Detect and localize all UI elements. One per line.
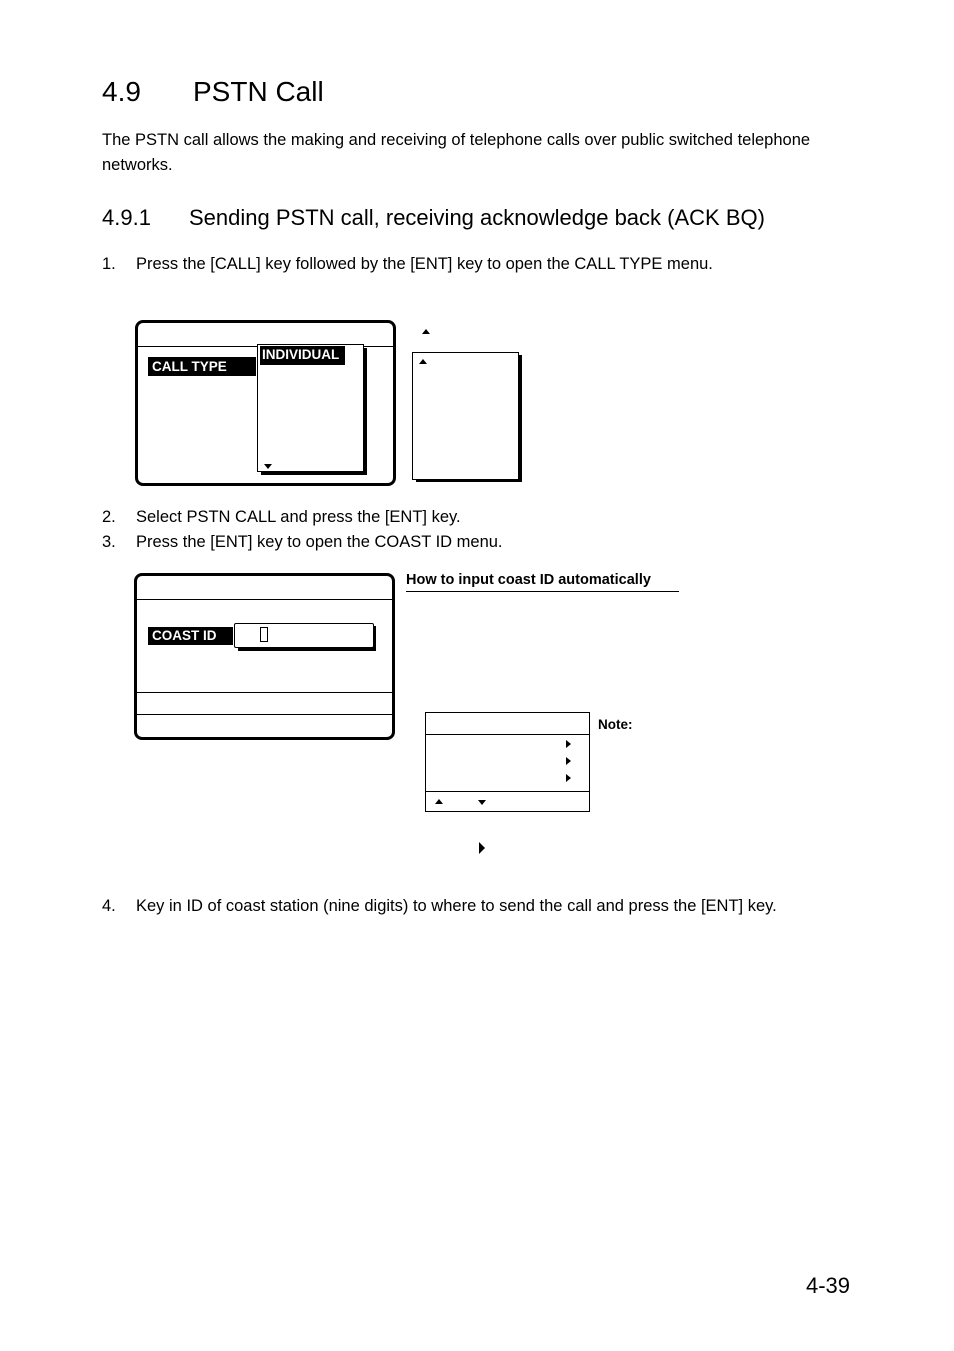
cursor-block-icon xyxy=(260,627,268,642)
step-number: 3. xyxy=(102,533,116,551)
screen-divider xyxy=(137,599,392,600)
option-individual[interactable]: INDIVIDUAL xyxy=(260,346,345,365)
step-text: Press the [ENT] key to open the COAST ID menu. xyxy=(136,533,503,551)
right-arrow-icon xyxy=(566,740,571,748)
section-title: PSTN Call xyxy=(193,76,324,107)
screen-divider xyxy=(137,692,392,693)
right-arrow-icon xyxy=(566,774,571,782)
step-number: 4. xyxy=(102,897,116,915)
page-number: 4-39 xyxy=(806,1273,851,1298)
directory-divider xyxy=(426,791,589,792)
up-arrow-icon xyxy=(422,329,430,334)
up-arrow-icon xyxy=(419,359,427,364)
down-arrow-icon xyxy=(478,800,486,805)
step-text: Press the [CALL] key followed by the [ENT] key to open the CALL TYPE menu. xyxy=(136,255,713,273)
up-arrow-icon xyxy=(435,799,443,804)
step-number: 2. xyxy=(102,508,116,526)
coast-id-label: COAST ID xyxy=(148,627,233,645)
screen-divider xyxy=(137,714,392,715)
subsection-number: 4.9.1 xyxy=(102,205,151,230)
step-text: Key in ID of coast station (nine digits) to where to send the call and press the [ENT] key. xyxy=(136,897,777,915)
call-type-label: CALL TYPE xyxy=(148,357,256,376)
howto-title: How to input coast ID automatically xyxy=(406,572,651,588)
down-arrow-icon xyxy=(264,464,272,469)
right-arrow-icon xyxy=(479,842,485,854)
subsection-title: Sending PSTN call, receiving acknowledge back (ACK BQ) xyxy=(189,205,765,230)
step-text: Select PSTN CALL and press the [ENT] key. xyxy=(136,508,461,526)
howto-underline xyxy=(406,591,679,592)
pstn-option-list[interactable] xyxy=(412,352,519,480)
directory-divider xyxy=(426,734,589,735)
step-number: 1. xyxy=(102,255,116,273)
section-number: 4.9 xyxy=(102,76,141,107)
right-arrow-icon xyxy=(566,757,571,765)
note-label: Note: xyxy=(598,717,633,732)
coast-id-input[interactable] xyxy=(234,623,374,648)
section-intro: The PSTN call allows the making and receiving of telephone calls over public switched telephone networks. xyxy=(102,131,811,174)
